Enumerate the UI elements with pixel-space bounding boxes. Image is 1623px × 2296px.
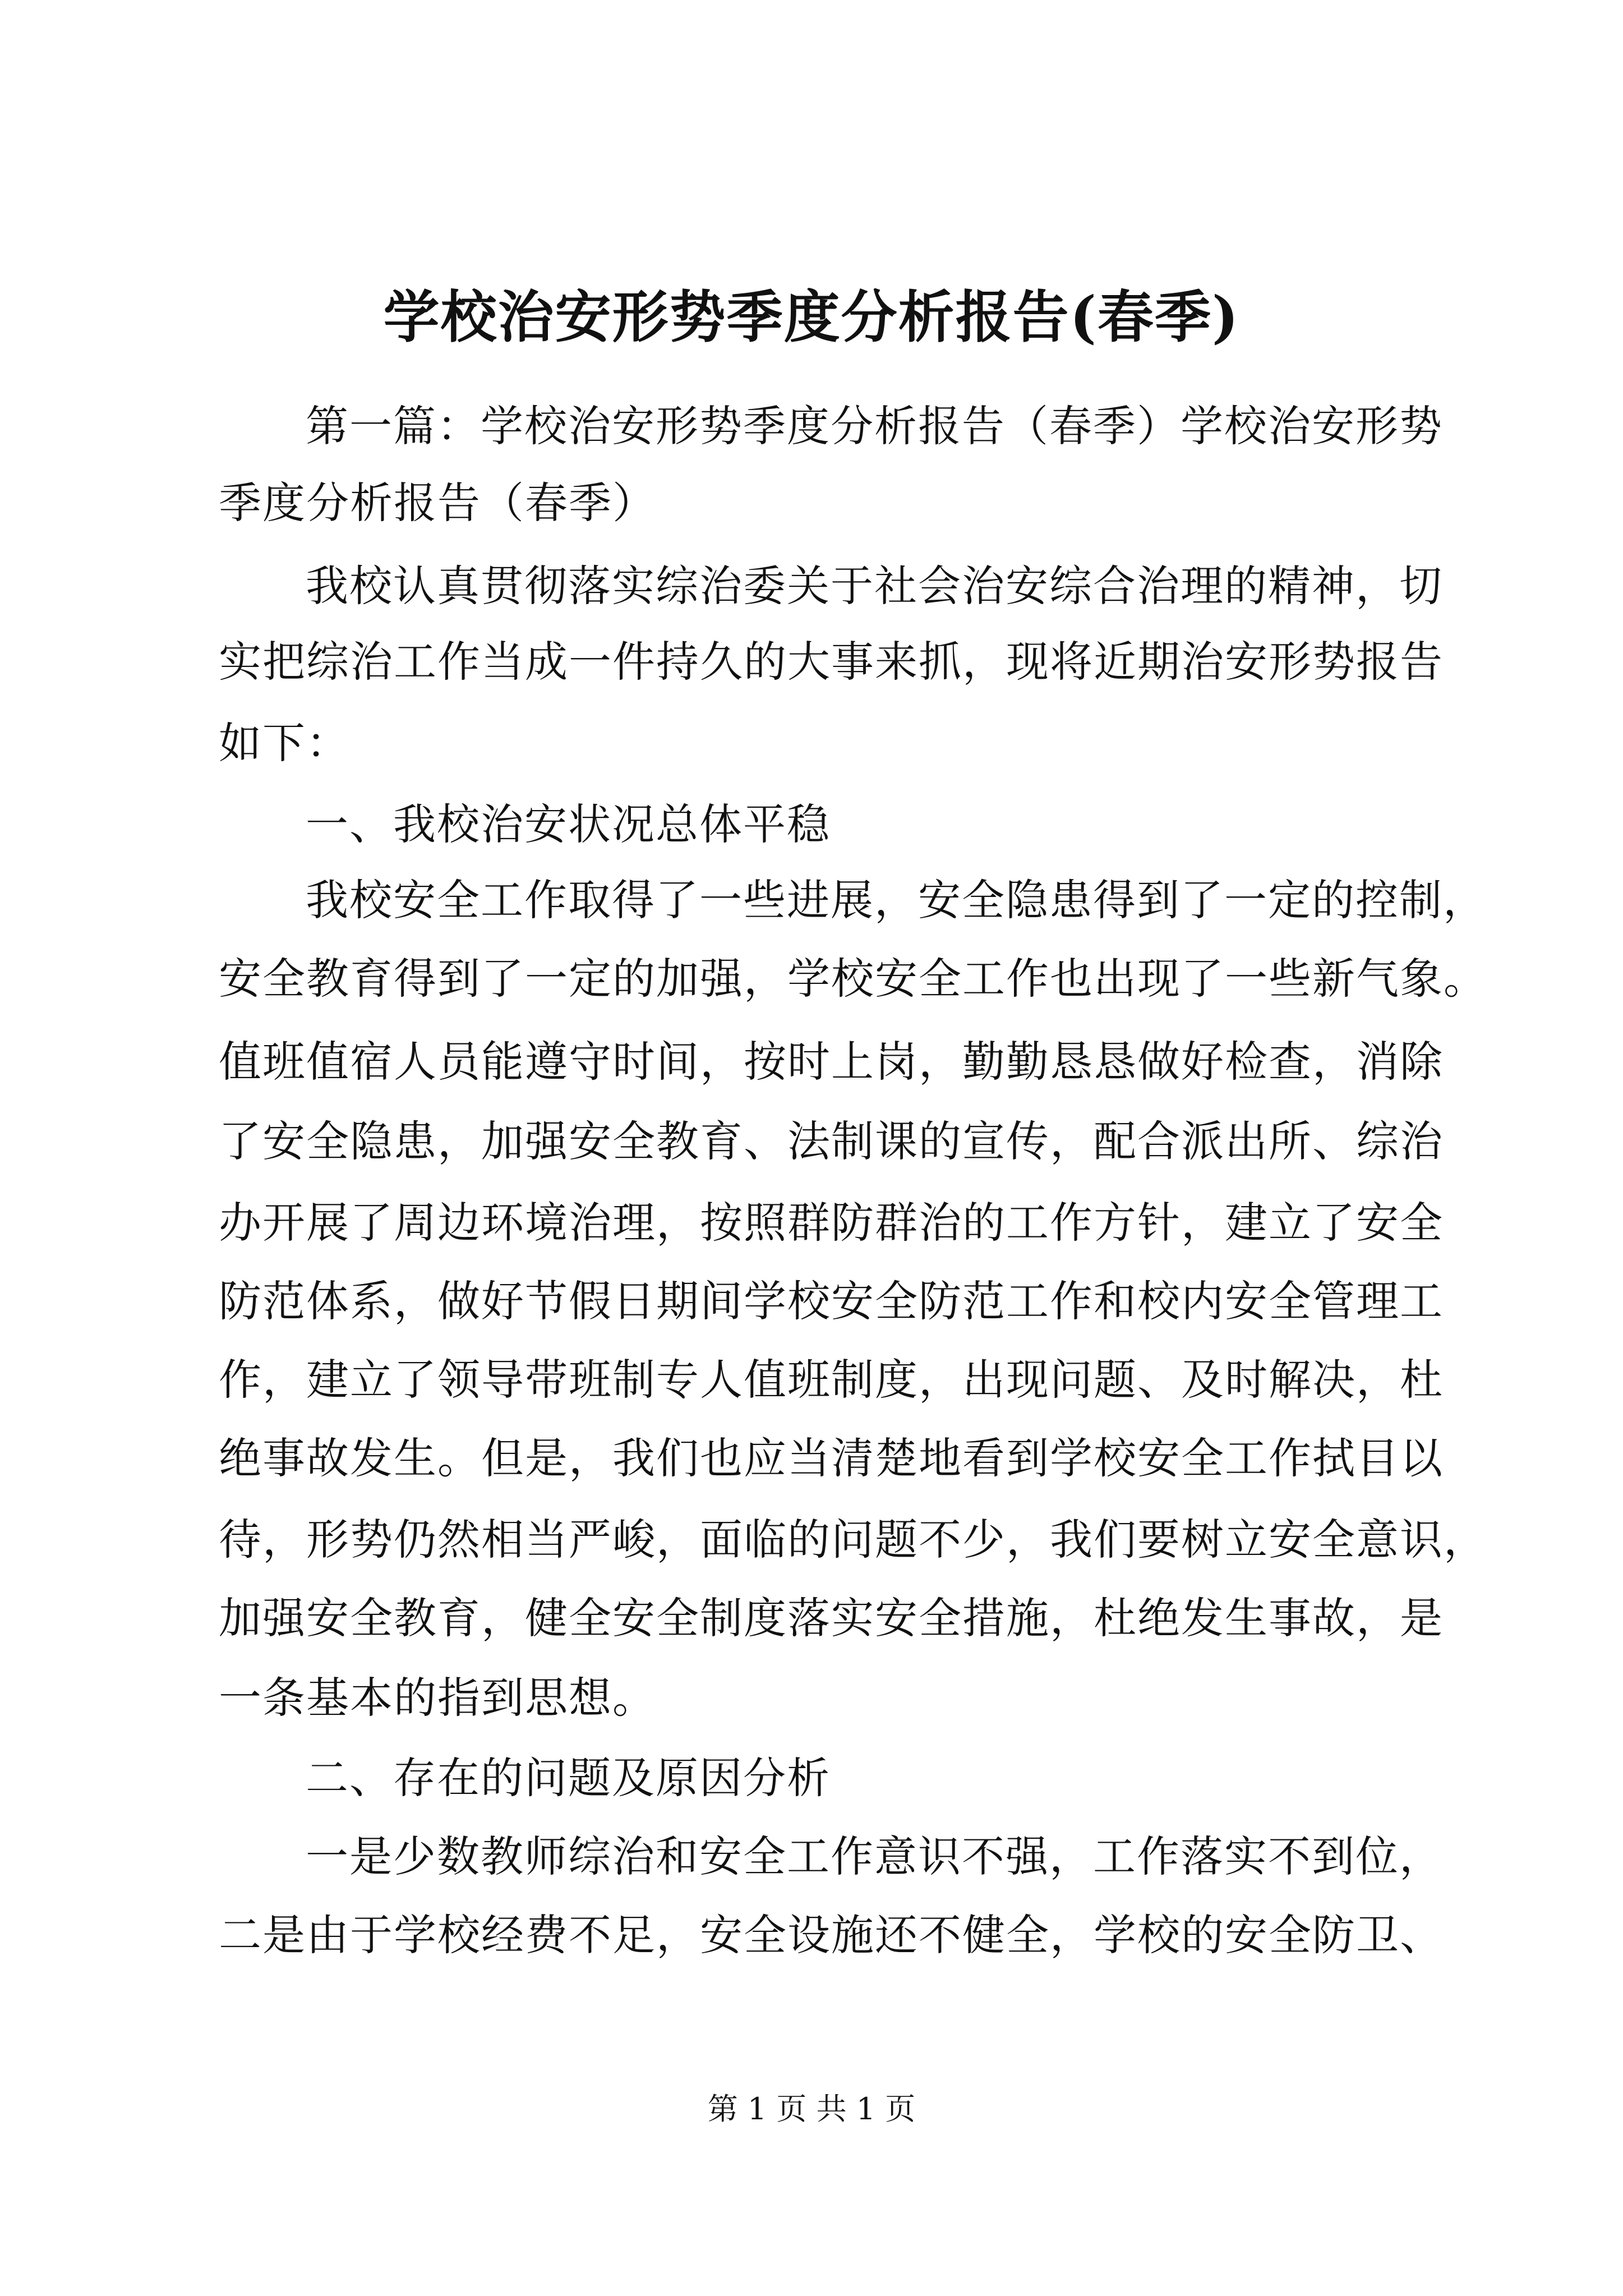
text-line: 值班值宿人员能遵守时间，按时上岗，勤勤恳恳做好检查，消除	[219, 1037, 1444, 1087]
text-line: 一是少数教师综治和安全工作意识不强，工作落实不到位，	[306, 1832, 1443, 1881]
text-line: 季度分析报告（春季）	[219, 478, 656, 528]
section-heading: 二、存在的问题及原因分析	[306, 1753, 831, 1803]
text-line: 如下：	[219, 718, 350, 768]
text-line: 作，建立了领导带班制专人值班制度，出现问题、及时解决，杜	[219, 1355, 1444, 1405]
text-line: 我校认真贯彻落实综治委关于社会治安综合治理的精神，切	[306, 561, 1443, 611]
text-line: 我校安全工作取得了一些进展，安全隐患得到了一定的控制，	[306, 875, 1487, 925]
text-line: 实把综治工作当成一件持久的大事来抓，现将近期治安形势报告	[219, 637, 1444, 687]
section-heading: 一、我校治安状况总体平稳	[306, 799, 831, 849]
text-line: 了安全隐患，加强安全教育、法制课的宣传，配合派出所、综治	[219, 1116, 1444, 1166]
text-line: 安全教育得到了一定的加强，学校安全工作也出现了一些新气象。	[219, 954, 1487, 1004]
text-line: 二是由于学校经费不足，安全设施还不健全，学校的安全防卫、	[219, 1910, 1444, 1960]
text-line: 绝事故发生。但是，我们也应当清楚地看到学校安全工作拭目以	[219, 1433, 1444, 1483]
text-line: 办开展了周边环境治理，按照群防群治的工作方针，建立了安全	[219, 1198, 1444, 1248]
text-line: 防范体系，做好节假日期间学校安全防范工作和校内安全管理工	[219, 1276, 1444, 1326]
text-line: 一条基本的指到思想。	[219, 1673, 656, 1723]
document-title: 学校治安形势季度分析报告(春季)	[383, 284, 1240, 350]
text-line: 第一篇：学校治安形势季度分析报告（春季）学校治安形势	[306, 401, 1443, 451]
text-line: 加强安全教育，健全安全制度落实安全措施，杜绝发生事故，是	[219, 1593, 1444, 1643]
text-line: 待，形势仍然相当严峻，面临的问题不少，我们要树立安全意识，	[219, 1515, 1487, 1565]
page-footer: 第 1 页 共 1 页	[707, 2091, 916, 2127]
